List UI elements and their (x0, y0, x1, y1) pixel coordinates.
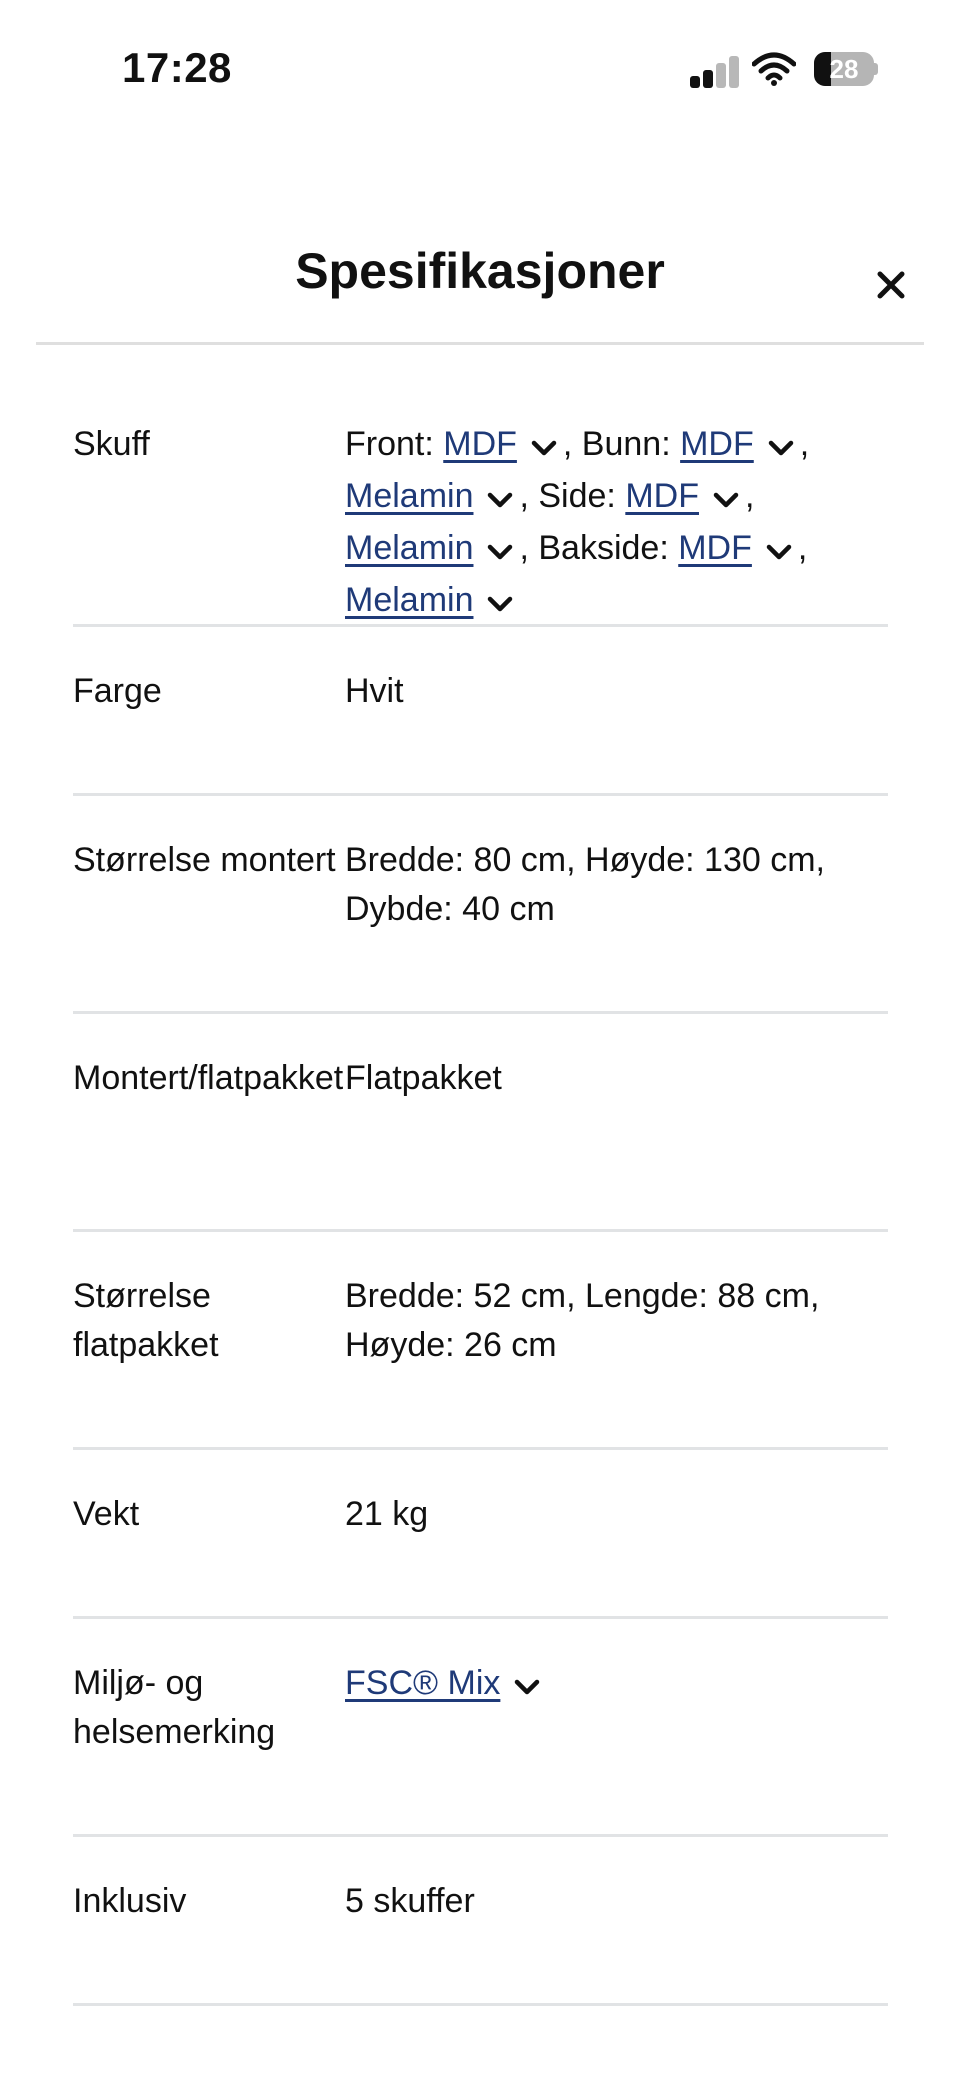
chevron-down-icon[interactable] (487, 579, 513, 628)
material-link-mdf[interactable]: MDF (443, 425, 517, 463)
spec-label: Skuff (73, 425, 150, 463)
close-button[interactable] (856, 250, 926, 320)
spec-label: Inklusiv (73, 1882, 187, 1920)
spec-text: , (799, 425, 810, 463)
spec-value-line (345, 420, 888, 472)
modal-title: Spesifikasjoner (295, 243, 665, 299)
close-icon (876, 270, 906, 300)
material-link-melamin[interactable]: Melamin (345, 581, 474, 619)
battery-icon (814, 52, 878, 86)
chevron-down-icon[interactable] (487, 527, 513, 576)
certification-link-fsc-mix[interactable]: FSC® Mix (345, 1664, 501, 1702)
spec-value-line (345, 472, 888, 524)
spec-label: Miljø- og helsemerking (73, 1664, 276, 1751)
material-link-melamin[interactable]: Melamin (345, 529, 474, 567)
spec-value: Bredde: 80 cm, Høyde: 130 cm, Dybde: 40 cm (345, 841, 825, 928)
spec-text: , Bunn: (562, 425, 681, 463)
spec-row-farge (73, 627, 888, 796)
spec-value-line (345, 524, 888, 576)
spec-row-storrelse-montert (73, 796, 888, 1014)
chevron-down-icon[interactable] (713, 475, 739, 524)
chevron-down-icon[interactable] (514, 1662, 540, 1711)
chevron-down-icon[interactable] (487, 475, 513, 524)
spec-text: Front: (345, 425, 444, 463)
spec-text: , Side: (519, 477, 626, 515)
battery-percentage: 28 (829, 54, 859, 84)
spec-label: Montert/flatpakket (73, 1059, 344, 1097)
spec-row-montert-flatpakket (73, 1014, 888, 1232)
material-link-mdf[interactable]: MDF (680, 425, 754, 463)
material-link-melamin[interactable]: Melamin (345, 477, 474, 515)
spec-label: Vekt (73, 1495, 140, 1533)
spec-row-vekt (73, 1450, 888, 1619)
spec-value: 21 kg (345, 1495, 429, 1533)
spec-row-storrelse-flatpakket (73, 1232, 888, 1450)
wifi-icon (752, 52, 796, 86)
spec-label: Størrelse flatpakket (73, 1277, 219, 1364)
status-bar (0, 0, 960, 140)
material-link-mdf[interactable]: MDF (625, 477, 699, 515)
cellular-signal-icon (690, 56, 740, 88)
spec-label: Farge (73, 672, 162, 710)
spec-value (345, 1619, 888, 1834)
spec-value: Hvit (345, 672, 404, 710)
modal-header (36, 230, 924, 345)
spec-value: 5 skuffer (345, 1882, 475, 1920)
chevron-down-icon[interactable] (766, 527, 792, 576)
spec-value-line (345, 576, 888, 628)
material-link-mdf[interactable]: MDF (678, 529, 752, 567)
status-time: 17:28 (122, 44, 232, 91)
spec-row-inklusiv (73, 1837, 888, 2006)
spec-text: , Bakside: (519, 529, 679, 567)
spec-label: Størrelse montert (73, 841, 336, 879)
chevron-down-icon[interactable] (768, 423, 794, 472)
spec-text: , (797, 529, 808, 567)
spec-row-skuff (73, 380, 888, 627)
specifications-list (73, 380, 888, 2006)
spec-text: , (744, 477, 755, 515)
chevron-down-icon[interactable] (531, 423, 557, 472)
spec-row-miljo-helsemerking (73, 1619, 888, 1837)
spec-value (345, 380, 888, 624)
spec-value: Flatpakket (345, 1059, 502, 1097)
spec-value: Bredde: 52 cm, Lengde: 88 cm, Høyde: 26 cm (345, 1277, 820, 1364)
